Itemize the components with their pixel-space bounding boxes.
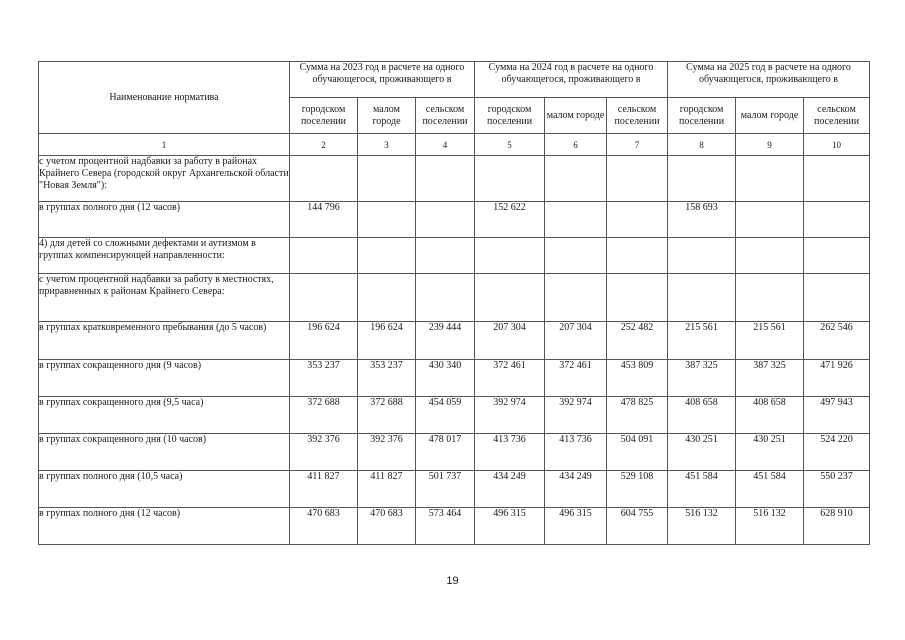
cell-value bbox=[736, 274, 804, 322]
cell-value bbox=[668, 156, 736, 202]
cell-value: 430 251 bbox=[736, 434, 804, 471]
cell-value: 478 825 bbox=[607, 397, 668, 434]
cell-value: 158 693 bbox=[668, 202, 736, 238]
column-number: 5 bbox=[475, 134, 545, 156]
cell-value bbox=[290, 156, 358, 202]
cell-value bbox=[416, 156, 475, 202]
table-row bbox=[39, 322, 870, 360]
sub-header-rural: сельском поселении bbox=[607, 98, 668, 134]
cell-value: 516 132 bbox=[736, 508, 804, 545]
cell-value: 207 304 bbox=[545, 322, 607, 360]
table-row bbox=[39, 202, 870, 238]
cell-value: 387 325 bbox=[736, 360, 804, 397]
column-number: 2 bbox=[290, 134, 358, 156]
cell-value: 434 249 bbox=[475, 471, 545, 508]
row-label: в группах полного дня (12 часов) bbox=[39, 508, 290, 545]
cell-value bbox=[668, 238, 736, 274]
sub-header-small-town: малом городе bbox=[545, 98, 607, 134]
column-number: 9 bbox=[736, 134, 804, 156]
cell-value: 196 624 bbox=[358, 322, 416, 360]
cell-value: 470 683 bbox=[290, 508, 358, 545]
column-number: 3 bbox=[358, 134, 416, 156]
column-number: 8 bbox=[668, 134, 736, 156]
cell-value: 372 461 bbox=[475, 360, 545, 397]
row-label: в группах сокращенного дня (9 часов) bbox=[39, 360, 290, 397]
cell-value bbox=[290, 274, 358, 322]
cell-value bbox=[736, 202, 804, 238]
cell-value: 453 809 bbox=[607, 360, 668, 397]
cell-value: 152 622 bbox=[475, 202, 545, 238]
cell-value: 504 091 bbox=[607, 434, 668, 471]
cell-value bbox=[804, 156, 870, 202]
table-row bbox=[39, 360, 870, 397]
cell-value: 392 974 bbox=[545, 397, 607, 434]
cell-value bbox=[545, 274, 607, 322]
column-number: 1 bbox=[39, 134, 290, 156]
cell-value: 454 059 bbox=[416, 397, 475, 434]
row-label: в группах кратковременного пребывания (до 5 часов) bbox=[39, 322, 290, 360]
row-label: 4) для детей со сложными дефектами и аутизмом в группах компенсирующей направленности: bbox=[39, 238, 290, 274]
column-number: 7 bbox=[607, 134, 668, 156]
row-label: в группах сокращенного дня (10 часов) bbox=[39, 434, 290, 471]
cell-value bbox=[358, 156, 416, 202]
cell-value: 529 108 bbox=[607, 471, 668, 508]
norms-table bbox=[38, 61, 870, 545]
cell-value bbox=[607, 156, 668, 202]
cell-value: 497 943 bbox=[804, 397, 870, 434]
cell-value: 430 251 bbox=[668, 434, 736, 471]
cell-value bbox=[545, 156, 607, 202]
column-number: 6 bbox=[545, 134, 607, 156]
cell-value: 372 688 bbox=[358, 397, 416, 434]
cell-value: 239 444 bbox=[416, 322, 475, 360]
cell-value bbox=[475, 156, 545, 202]
column-number: 4 bbox=[416, 134, 475, 156]
cell-value: 392 376 bbox=[358, 434, 416, 471]
cell-value: 408 658 bbox=[736, 397, 804, 434]
cell-value: 451 584 bbox=[736, 471, 804, 508]
cell-value: 413 736 bbox=[545, 434, 607, 471]
cell-value: 451 584 bbox=[668, 471, 736, 508]
cell-value: 387 325 bbox=[668, 360, 736, 397]
cell-value bbox=[358, 238, 416, 274]
row-label: в группах полного дня (10,5 часа) bbox=[39, 471, 290, 508]
cell-value bbox=[736, 238, 804, 274]
cell-value: 372 461 bbox=[545, 360, 607, 397]
sub-header-rural: сельском поселении bbox=[804, 98, 870, 134]
cell-value bbox=[607, 238, 668, 274]
cell-value: 262 546 bbox=[804, 322, 870, 360]
table-row bbox=[39, 508, 870, 545]
cell-value bbox=[668, 274, 736, 322]
cell-value: 215 561 bbox=[736, 322, 804, 360]
name-column-header: Наименование норматива bbox=[39, 62, 290, 134]
sub-header-urban: городском поселении bbox=[290, 98, 358, 134]
cell-value bbox=[416, 274, 475, 322]
table-row bbox=[39, 434, 870, 471]
cell-value: 434 249 bbox=[545, 471, 607, 508]
cell-value: 252 482 bbox=[607, 322, 668, 360]
page-number: 19 bbox=[446, 575, 459, 587]
cell-value: 353 237 bbox=[290, 360, 358, 397]
cell-value: 496 315 bbox=[545, 508, 607, 545]
cell-value: 413 736 bbox=[475, 434, 545, 471]
year-2025-header: Сумма на 2025 год в расчете на одного обучающегося, проживающего в bbox=[668, 62, 870, 98]
sub-header-small-town: малом городе bbox=[736, 98, 804, 134]
cell-value bbox=[416, 238, 475, 274]
cell-value: 524 220 bbox=[804, 434, 870, 471]
cell-value: 353 237 bbox=[358, 360, 416, 397]
table-row bbox=[39, 397, 870, 434]
cell-value bbox=[607, 202, 668, 238]
column-number-row bbox=[39, 134, 870, 156]
row-label: в группах сокращенного дня (9,5 часа) bbox=[39, 397, 290, 434]
table-row bbox=[39, 471, 870, 508]
row-label: с учетом процентной надбавки за работу в местностях, приравненных к районам Крайнего Севера: bbox=[39, 274, 290, 322]
row-label: с учетом процентной надбавки за работу в районах Крайнего Севера (городской округ Архангельской области "Новая Земля"): bbox=[39, 156, 290, 202]
cell-value: 501 737 bbox=[416, 471, 475, 508]
cell-value: 215 561 bbox=[668, 322, 736, 360]
cell-value: 470 683 bbox=[358, 508, 416, 545]
cell-value: 516 132 bbox=[668, 508, 736, 545]
cell-value bbox=[416, 202, 475, 238]
row-label: в группах полного дня (12 часов) bbox=[39, 202, 290, 238]
cell-value bbox=[736, 156, 804, 202]
cell-value bbox=[804, 202, 870, 238]
year-2023-header: Сумма на 2023 год в расчете на одного обучающегося, проживающего в bbox=[290, 62, 475, 98]
sub-header-urban: городском поселении bbox=[668, 98, 736, 134]
cell-value bbox=[475, 274, 545, 322]
cell-value bbox=[607, 274, 668, 322]
cell-value: 573 464 bbox=[416, 508, 475, 545]
cell-value: 392 974 bbox=[475, 397, 545, 434]
sub-header-small-town: малом городе bbox=[358, 98, 416, 134]
cell-value bbox=[290, 238, 358, 274]
cell-value: 604 755 bbox=[607, 508, 668, 545]
cell-value bbox=[358, 274, 416, 322]
cell-value: 411 827 bbox=[358, 471, 416, 508]
cell-value: 471 926 bbox=[804, 360, 870, 397]
table-row bbox=[39, 238, 870, 274]
cell-value: 411 827 bbox=[290, 471, 358, 508]
cell-value bbox=[358, 202, 416, 238]
cell-value: 478 017 bbox=[416, 434, 475, 471]
cell-value bbox=[804, 238, 870, 274]
sub-header-rural: сельском поселении bbox=[416, 98, 475, 134]
cell-value bbox=[804, 274, 870, 322]
cell-value: 392 376 bbox=[290, 434, 358, 471]
cell-value: 408 658 bbox=[668, 397, 736, 434]
cell-value: 144 796 bbox=[290, 202, 358, 238]
cell-value bbox=[475, 238, 545, 274]
column-number: 10 bbox=[804, 134, 870, 156]
sub-header-urban: городском поселении bbox=[475, 98, 545, 134]
cell-value: 372 688 bbox=[290, 397, 358, 434]
cell-value bbox=[545, 202, 607, 238]
cell-value: 430 340 bbox=[416, 360, 475, 397]
table-row bbox=[39, 274, 870, 322]
cell-value: 496 315 bbox=[475, 508, 545, 545]
cell-value: 550 237 bbox=[804, 471, 870, 508]
cell-value: 628 910 bbox=[804, 508, 870, 545]
cell-value: 196 624 bbox=[290, 322, 358, 360]
cell-value: 207 304 bbox=[475, 322, 545, 360]
table-row bbox=[39, 156, 870, 202]
year-2024-header: Сумма на 2024 год в расчете на одного обучающегося, проживающего в bbox=[475, 62, 668, 98]
cell-value bbox=[545, 238, 607, 274]
